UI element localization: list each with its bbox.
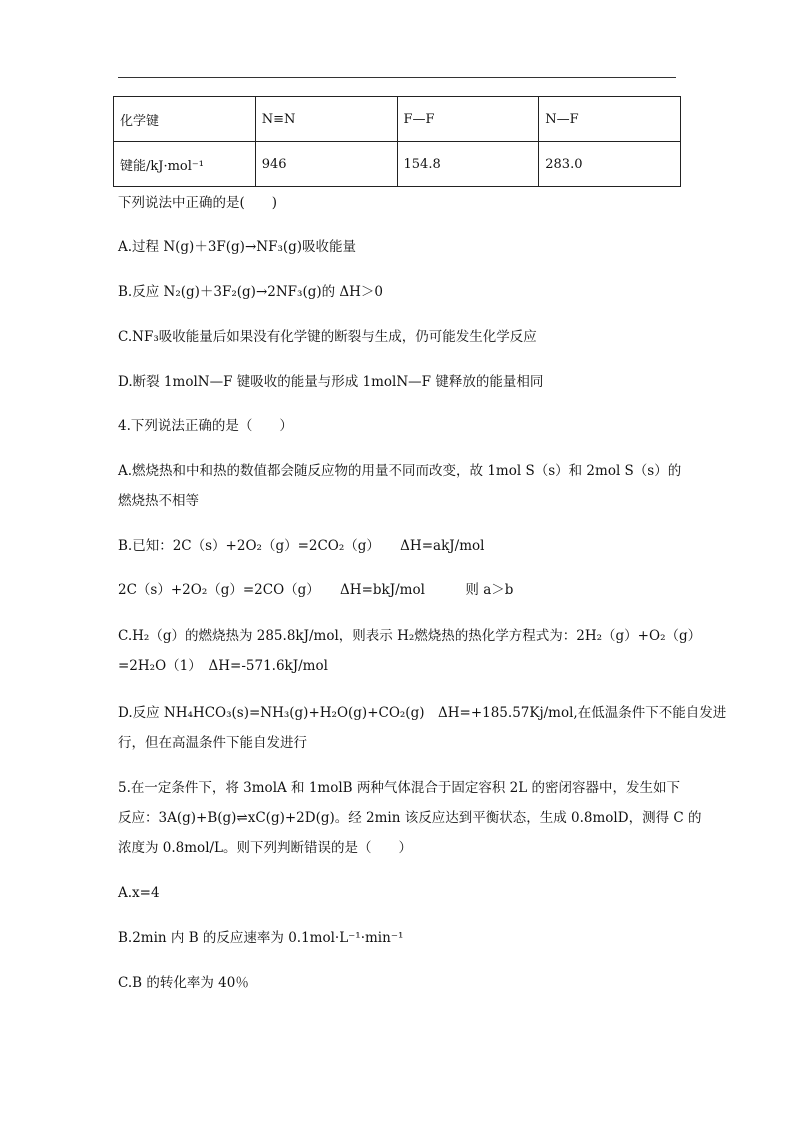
q4-stem: 4.下列说法正确的是（ ） [118, 418, 293, 434]
q5-stem-line1: 5.在一定条件下，将 3molA 和 1molB 两种气体混合于固定容积 2L 的密闭容器中，发生如下 [118, 780, 681, 796]
q4-option-c-line2: =2H₂O（1） ΔH=-571.6kJ/mol [118, 658, 328, 674]
q4-option-b-line1: B.已知：2C（s）+2O₂（g）=2CO₂（g） ΔH=akJ/mol [118, 538, 485, 554]
table-cell: 283.0 [539, 142, 681, 187]
q4-option-d-line2: 行，但在高温条件下能自发进行 [118, 735, 307, 751]
q5-option-b: B.2min 内 B 的反应速率为 0.1mol·L⁻¹·min⁻¹ [118, 930, 404, 946]
q4-option-c-line1: C.H₂（g）的燃烧热为 285.8kJ/mol，则表示 H₂燃烧热的热化学方程式为：2H₂（g）+O₂（g） [118, 628, 702, 644]
table-cell: 154.8 [397, 142, 539, 187]
q3-option-c: C.NF₃吸收能量后如果没有化学键的断裂与生成，仍可能发生化学反应 [118, 329, 537, 345]
table-cell: F—F [397, 97, 539, 142]
q5-option-c: C.B 的转化率为 40％ [118, 975, 249, 991]
bond-energy-table [113, 96, 681, 187]
q4-option-b-line2: 2C（s）+2O₂（g）=2CO（g） ΔH=bkJ/mol 则 a＞b [118, 582, 514, 598]
table-row [114, 97, 681, 142]
q5-stem-line2: 反应：3A(g)+B(g)⇌xC(g)+2D(g)。经 2min 该反应达到平衡状态，生成 0.8molD，测得 C 的 [118, 810, 702, 826]
table-cell: N≡N [255, 97, 397, 142]
header-rule [118, 77, 676, 78]
q5-stem-line3: 浓度为 0.8mol/L。则下列判断错误的是（ ） [118, 840, 413, 856]
q4-option-d-line1: D.反应 NH₄HCO₃(s)=NH₃(g)+H₂O(g)+CO₂(g) ΔH=+185.57Kj/mol,在低温条件下不能自发进 [118, 705, 727, 721]
table-row [114, 142, 681, 187]
q3-option-d: D.断裂 1molN—F 键吸收的能量与形成 1molN—F 键释放的能量相同 [118, 374, 544, 390]
table-cell: 化学键 [114, 97, 256, 142]
table-cell: N—F [539, 97, 681, 142]
table-cell: 键能/kJ·mol⁻¹ [114, 142, 256, 187]
q5-option-a: A.x=4 [118, 885, 160, 901]
table-cell: 946 [255, 142, 397, 187]
q3-stem: 下列说法中正确的是( ) [118, 195, 278, 211]
q4-option-a-line2: 燃烧热不相等 [118, 493, 199, 509]
q3-option-b: B.反应 N₂(g)＋3F₂(g)→2NF₃(g)的 ΔH＞0 [118, 284, 384, 300]
q4-option-a-line1: A.燃烧热和中和热的数值都会随反应物的用量不同而改变，故 1mol S（s）和 2mol S（s）的 [118, 463, 682, 479]
q3-option-a: A.过程 N(g)＋3F(g)→NF₃(g)吸收能量 [118, 239, 357, 255]
